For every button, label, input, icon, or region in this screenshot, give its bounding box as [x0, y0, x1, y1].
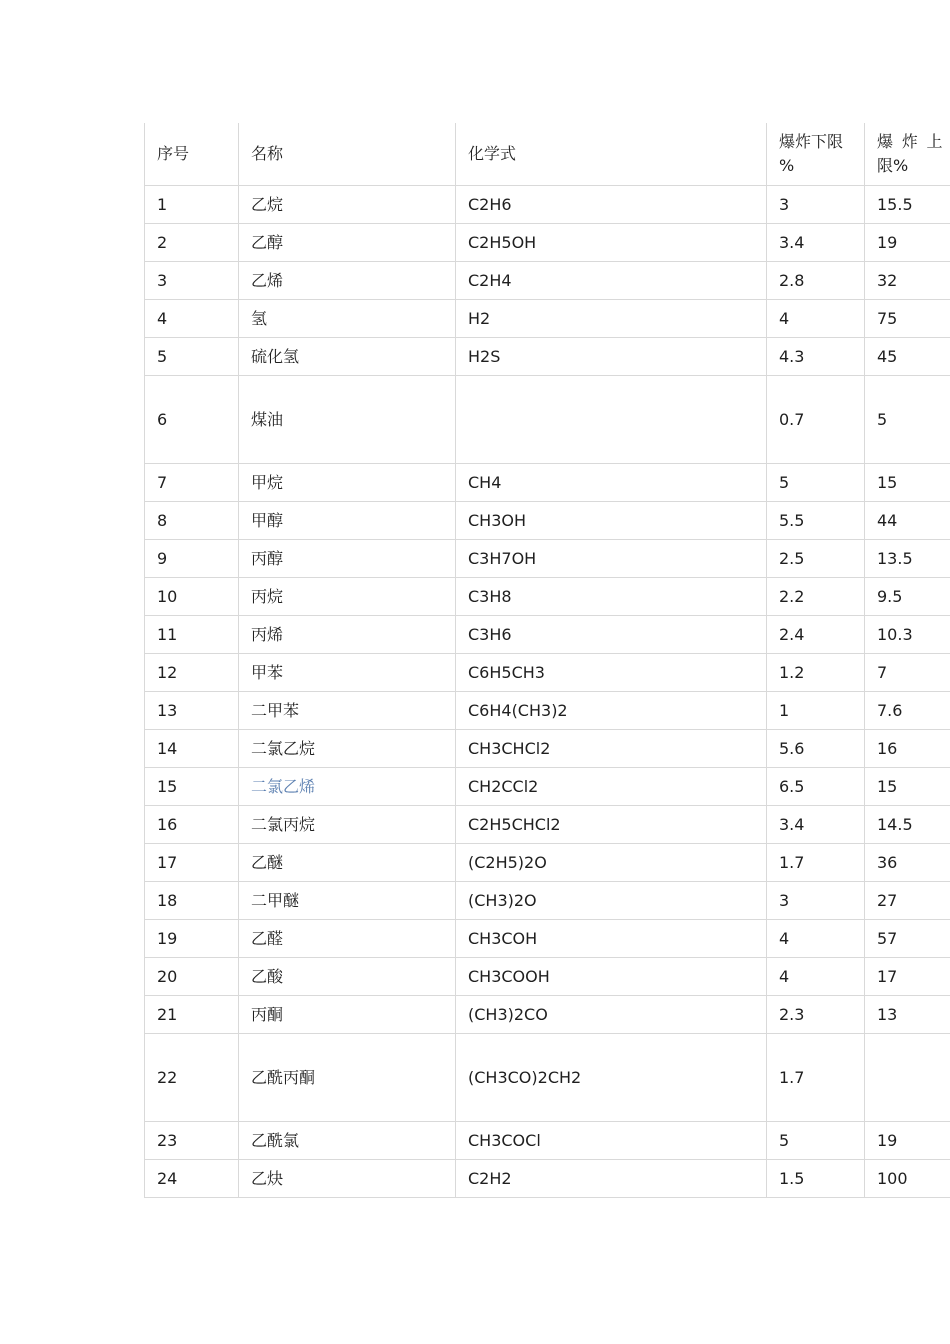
cell-upper-limit-text: 16 — [877, 738, 898, 758]
cell-upper-limit-text: 5 — [877, 409, 888, 429]
table-row — [145, 692, 950, 730]
cell-formula — [456, 540, 767, 578]
table-row — [145, 920, 950, 958]
cell-upper-limit — [865, 1122, 950, 1160]
cell-name-text: 乙醚 — [251, 852, 284, 872]
cell-index — [145, 730, 239, 768]
cell-lower-limit — [767, 376, 865, 464]
cell-formula — [456, 730, 767, 768]
cell-index — [145, 300, 239, 338]
cell-lower-limit — [767, 730, 865, 768]
cell-lower-limit-text: 1.7 — [779, 852, 805, 872]
cell-name-text: 甲烷 — [251, 472, 284, 492]
cell-lower-limit — [767, 186, 865, 224]
cell-name-text: 二氯乙烷 — [251, 738, 316, 758]
cell-upper-limit-text: 27 — [877, 890, 898, 910]
cell-name — [239, 1160, 456, 1198]
cell-name-text: 乙烯 — [251, 270, 284, 290]
cell-lower-limit-text: 1.2 — [779, 662, 805, 682]
cell-index — [145, 844, 239, 882]
cell-formula — [456, 958, 767, 996]
table-row — [145, 654, 950, 692]
cell-index — [145, 376, 239, 464]
cell-name — [239, 502, 456, 540]
table-row — [145, 844, 950, 882]
cell-name — [239, 806, 456, 844]
header-name: 名称 — [239, 123, 456, 186]
cell-index-text: 21 — [157, 1004, 178, 1024]
cell-name — [239, 882, 456, 920]
header-formula: 化学式 — [456, 123, 767, 186]
cell-formula — [456, 578, 767, 616]
cell-upper-limit — [865, 768, 950, 806]
table-row — [145, 996, 950, 1034]
cell-upper-limit-text: 15 — [877, 472, 898, 492]
cell-name-text: 丙烷 — [251, 586, 284, 606]
cell-upper-limit — [865, 502, 950, 540]
cell-index — [145, 996, 239, 1034]
cell-upper-limit — [865, 376, 950, 464]
cell-formula-text: (C2H5)2O — [468, 852, 547, 872]
cell-lower-limit — [767, 502, 865, 540]
cell-index — [145, 540, 239, 578]
cell-index-text: 4 — [157, 308, 168, 328]
cell-formula — [456, 920, 767, 958]
cell-lower-limit — [767, 338, 865, 376]
cell-formula — [456, 844, 767, 882]
cell-formula-text: CH3OH — [468, 510, 527, 530]
table-row — [145, 730, 950, 768]
cell-lower-limit-text: 6.5 — [779, 776, 805, 796]
cell-lower-limit-text: 5 — [779, 472, 790, 492]
cell-index — [145, 1034, 239, 1122]
cell-index-text: 15 — [157, 776, 178, 796]
cell-formula — [456, 806, 767, 844]
cell-index-text: 9 — [157, 548, 168, 568]
cell-index — [145, 616, 239, 654]
cell-upper-limit-text: 14.5 — [877, 814, 913, 834]
cell-lower-limit-text: 2.3 — [779, 1004, 805, 1024]
cell-name — [239, 768, 456, 806]
cell-index — [145, 464, 239, 502]
cell-index-text: 18 — [157, 890, 178, 910]
explosion-limits-table — [144, 123, 950, 1198]
cell-lower-limit — [767, 1122, 865, 1160]
table-row — [145, 186, 950, 224]
header-lower-limit-line2: % — [779, 156, 795, 175]
cell-upper-limit-text: 36 — [877, 852, 898, 872]
cell-formula-text: C2H5CHCl2 — [468, 814, 561, 834]
cell-lower-limit-text: 1 — [779, 700, 790, 720]
cell-lower-limit — [767, 540, 865, 578]
cell-index-text: 2 — [157, 232, 168, 252]
cell-upper-limit-text: 15.5 — [877, 194, 913, 214]
cell-upper-limit — [865, 540, 950, 578]
cell-name-text: 乙烷 — [251, 194, 284, 214]
cell-upper-limit — [865, 806, 950, 844]
table-row — [145, 806, 950, 844]
table-row — [145, 376, 950, 464]
cell-name — [239, 958, 456, 996]
cell-name — [239, 920, 456, 958]
header-index: 序号 — [145, 123, 239, 186]
cell-index-text: 22 — [157, 1067, 178, 1087]
cell-index — [145, 768, 239, 806]
cell-lower-limit — [767, 262, 865, 300]
cell-formula — [456, 616, 767, 654]
cell-lower-limit — [767, 578, 865, 616]
cell-lower-limit-text: 5.5 — [779, 510, 805, 530]
cell-index-text: 20 — [157, 966, 178, 986]
cell-lower-limit — [767, 616, 865, 654]
table-row — [145, 540, 950, 578]
cell-upper-limit-text: 19 — [877, 232, 898, 252]
table-row — [145, 1034, 950, 1122]
cell-name — [239, 578, 456, 616]
cell-index — [145, 654, 239, 692]
header-lower-limit — [767, 123, 865, 186]
cell-name — [239, 692, 456, 730]
cell-upper-limit-text: 13 — [877, 1004, 898, 1024]
cell-name — [239, 262, 456, 300]
cell-formula — [456, 300, 767, 338]
cell-formula-text: CH4 — [468, 472, 502, 492]
header-lower-limit-line1: 爆炸下限 — [779, 132, 844, 151]
table-row — [145, 616, 950, 654]
cell-lower-limit — [767, 654, 865, 692]
cell-formula — [456, 338, 767, 376]
cell-upper-limit — [865, 224, 950, 262]
cell-formula-text: CH3COH — [468, 928, 538, 948]
cell-lower-limit — [767, 464, 865, 502]
cell-formula-text: C2H2 — [468, 1168, 512, 1188]
cell-upper-limit-text: 100 — [877, 1168, 908, 1188]
chemical-name-link[interactable]: 二氯乙烯 — [251, 776, 316, 796]
table-row — [145, 958, 950, 996]
cell-name — [239, 996, 456, 1034]
cell-formula — [456, 262, 767, 300]
cell-name — [239, 1034, 456, 1122]
cell-index — [145, 920, 239, 958]
cell-index-text: 3 — [157, 270, 168, 290]
cell-name-text: 乙醛 — [251, 928, 284, 948]
cell-upper-limit-text: 10.3 — [877, 624, 913, 644]
cell-lower-limit — [767, 1160, 865, 1198]
table-row — [145, 464, 950, 502]
cell-upper-limit — [865, 1034, 950, 1122]
cell-name-text: 硫化氢 — [251, 346, 300, 366]
cell-name-text: 丙酮 — [251, 1004, 284, 1024]
cell-lower-limit-text: 4.3 — [779, 346, 805, 366]
cell-upper-limit — [865, 692, 950, 730]
header-upper-limit-line2: 限% — [877, 156, 909, 175]
cell-index — [145, 262, 239, 300]
cell-index-text: 19 — [157, 928, 178, 948]
cell-upper-limit-text: 32 — [877, 270, 898, 290]
cell-name-text: 丙烯 — [251, 624, 284, 644]
cell-lower-limit-text: 2.4 — [779, 624, 805, 644]
cell-formula-text: C3H7OH — [468, 548, 537, 568]
cell-index-text: 17 — [157, 852, 178, 872]
cell-upper-limit — [865, 300, 950, 338]
cell-lower-limit-text: 3.4 — [779, 232, 805, 252]
cell-formula-text: CH3CHCl2 — [468, 738, 551, 758]
cell-upper-limit — [865, 730, 950, 768]
cell-name-text: 二甲醚 — [251, 890, 300, 910]
cell-index — [145, 502, 239, 540]
cell-formula — [456, 692, 767, 730]
table-row — [145, 502, 950, 540]
cell-lower-limit — [767, 300, 865, 338]
table-row — [145, 768, 950, 806]
cell-upper-limit-text: 75 — [877, 308, 898, 328]
cell-upper-limit — [865, 654, 950, 692]
cell-upper-limit — [865, 464, 950, 502]
cell-upper-limit — [865, 996, 950, 1034]
cell-name-text: 氢 — [251, 308, 268, 328]
cell-index — [145, 806, 239, 844]
cell-upper-limit — [865, 958, 950, 996]
cell-lower-limit-text: 3 — [779, 890, 790, 910]
cell-lower-limit-text: 2.2 — [779, 586, 805, 606]
cell-name — [239, 654, 456, 692]
cell-index — [145, 338, 239, 376]
cell-formula-text: C3H8 — [468, 586, 512, 606]
cell-formula-text: C6H4(CH3)2 — [468, 700, 568, 720]
cell-lower-limit — [767, 692, 865, 730]
cell-index — [145, 224, 239, 262]
cell-name-text: 二甲苯 — [251, 700, 300, 720]
cell-upper-limit-text: 57 — [877, 928, 898, 948]
cell-lower-limit-text: 0.7 — [779, 409, 805, 429]
cell-index-text: 13 — [157, 700, 178, 720]
table-row — [145, 882, 950, 920]
cell-name-text: 乙酰丙酮 — [251, 1067, 316, 1087]
cell-index-text: 11 — [157, 624, 178, 644]
cell-lower-limit-text: 2.5 — [779, 548, 805, 568]
table-row — [145, 262, 950, 300]
cell-formula-text: C2H5OH — [468, 232, 537, 252]
cell-lower-limit-text: 4 — [779, 308, 790, 328]
cell-upper-limit — [865, 338, 950, 376]
cell-upper-limit — [865, 578, 950, 616]
cell-lower-limit — [767, 224, 865, 262]
header-upper-limit — [865, 123, 950, 186]
cell-formula — [456, 768, 767, 806]
cell-name — [239, 540, 456, 578]
cell-formula-text: (CH3)2O — [468, 890, 537, 910]
table-row — [145, 1160, 950, 1198]
cell-upper-limit — [865, 1160, 950, 1198]
cell-index-text: 10 — [157, 586, 178, 606]
cell-index-text: 6 — [157, 409, 168, 429]
cell-index — [145, 958, 239, 996]
table-row — [145, 578, 950, 616]
cell-index-text: 23 — [157, 1130, 178, 1150]
cell-upper-limit-text: 7.6 — [877, 700, 903, 720]
cell-name-text: 甲醇 — [251, 510, 284, 530]
cell-upper-limit — [865, 616, 950, 654]
cell-index-text: 7 — [157, 472, 168, 492]
cell-formula — [456, 1034, 767, 1122]
cell-index — [145, 1122, 239, 1160]
cell-formula-text: (CH3CO)2CH2 — [468, 1067, 582, 1087]
cell-index — [145, 578, 239, 616]
cell-formula — [456, 882, 767, 920]
cell-formula-text: CH3COCl — [468, 1130, 541, 1150]
cell-lower-limit-text: 2.8 — [779, 270, 805, 290]
cell-lower-limit-text: 4 — [779, 966, 790, 986]
cell-lower-limit — [767, 920, 865, 958]
cell-name — [239, 186, 456, 224]
cell-formula-text: C6H5CH3 — [468, 662, 545, 682]
cell-formula — [456, 186, 767, 224]
table-row — [145, 300, 950, 338]
cell-name-text: 甲苯 — [251, 662, 284, 682]
cell-name — [239, 464, 456, 502]
cell-formula — [456, 1160, 767, 1198]
cell-upper-limit-text: 45 — [877, 346, 898, 366]
cell-formula-text: (CH3)2CO — [468, 1004, 548, 1024]
cell-name-text: 乙酰氯 — [251, 1130, 300, 1150]
cell-formula — [456, 224, 767, 262]
table-row — [145, 1122, 950, 1160]
table-header-row — [145, 123, 950, 186]
cell-index-text: 24 — [157, 1168, 178, 1188]
cell-upper-limit-text: 9.5 — [877, 586, 903, 606]
cell-index — [145, 692, 239, 730]
cell-name-text: 乙醇 — [251, 232, 284, 252]
cell-name — [239, 844, 456, 882]
cell-upper-limit-text: 44 — [877, 510, 898, 530]
cell-lower-limit — [767, 882, 865, 920]
cell-index — [145, 186, 239, 224]
cell-name-text: 乙炔 — [251, 1168, 284, 1188]
cell-index-text: 16 — [157, 814, 178, 834]
cell-name — [239, 1122, 456, 1160]
cell-upper-limit-text: 7 — [877, 662, 888, 682]
cell-lower-limit-text: 5 — [779, 1130, 790, 1150]
cell-upper-limit-text: 13.5 — [877, 548, 913, 568]
cell-lower-limit-text: 3 — [779, 194, 790, 214]
explosion-limits-table-container — [144, 123, 950, 1198]
cell-formula — [456, 654, 767, 692]
cell-index-text: 14 — [157, 738, 178, 758]
cell-formula-text: CH2CCl2 — [468, 776, 539, 796]
cell-lower-limit — [767, 1034, 865, 1122]
cell-lower-limit — [767, 806, 865, 844]
cell-upper-limit-text: 15 — [877, 776, 898, 796]
cell-formula — [456, 996, 767, 1034]
table-row — [145, 338, 950, 376]
cell-index-text: 5 — [157, 346, 168, 366]
cell-index-text: 12 — [157, 662, 178, 682]
cell-name — [239, 730, 456, 768]
cell-name — [239, 338, 456, 376]
table-row — [145, 224, 950, 262]
cell-index-text: 1 — [157, 194, 168, 214]
cell-name-text: 二氯丙烷 — [251, 814, 316, 834]
cell-formula-text: C2H6 — [468, 194, 512, 214]
cell-name-text: 丙醇 — [251, 548, 284, 568]
cell-formula — [456, 502, 767, 540]
cell-lower-limit — [767, 844, 865, 882]
cell-lower-limit-text: 5.6 — [779, 738, 805, 758]
cell-formula — [456, 464, 767, 502]
cell-lower-limit-text: 4 — [779, 928, 790, 948]
cell-formula — [456, 1122, 767, 1160]
cell-name — [239, 616, 456, 654]
cell-lower-limit — [767, 958, 865, 996]
cell-name — [239, 376, 456, 464]
cell-upper-limit — [865, 262, 950, 300]
cell-name — [239, 224, 456, 262]
cell-index — [145, 882, 239, 920]
cell-name — [239, 300, 456, 338]
cell-formula-text: CH3COOH — [468, 966, 550, 986]
cell-upper-limit-text: 17 — [877, 966, 898, 986]
cell-lower-limit-text: 1.5 — [779, 1168, 805, 1188]
cell-upper-limit-text: 19 — [877, 1130, 898, 1150]
cell-formula-text: C3H6 — [468, 624, 512, 644]
cell-upper-limit — [865, 844, 950, 882]
cell-index — [145, 1160, 239, 1198]
cell-lower-limit — [767, 768, 865, 806]
cell-formula-text: C2H4 — [468, 270, 512, 290]
cell-name-text: 乙酸 — [251, 966, 284, 986]
cell-formula-text: H2S — [468, 346, 501, 366]
header-upper-limit-line1: 爆 炸 上 — [877, 132, 943, 151]
cell-upper-limit — [865, 920, 950, 958]
cell-formula-text: H2 — [468, 308, 491, 328]
cell-upper-limit — [865, 882, 950, 920]
cell-upper-limit — [865, 186, 950, 224]
cell-name-text: 煤油 — [251, 409, 284, 429]
cell-index-text: 8 — [157, 510, 168, 530]
cell-lower-limit-text: 3.4 — [779, 814, 805, 834]
cell-lower-limit-text: 1.7 — [779, 1067, 805, 1087]
cell-lower-limit — [767, 996, 865, 1034]
cell-formula — [456, 376, 767, 464]
